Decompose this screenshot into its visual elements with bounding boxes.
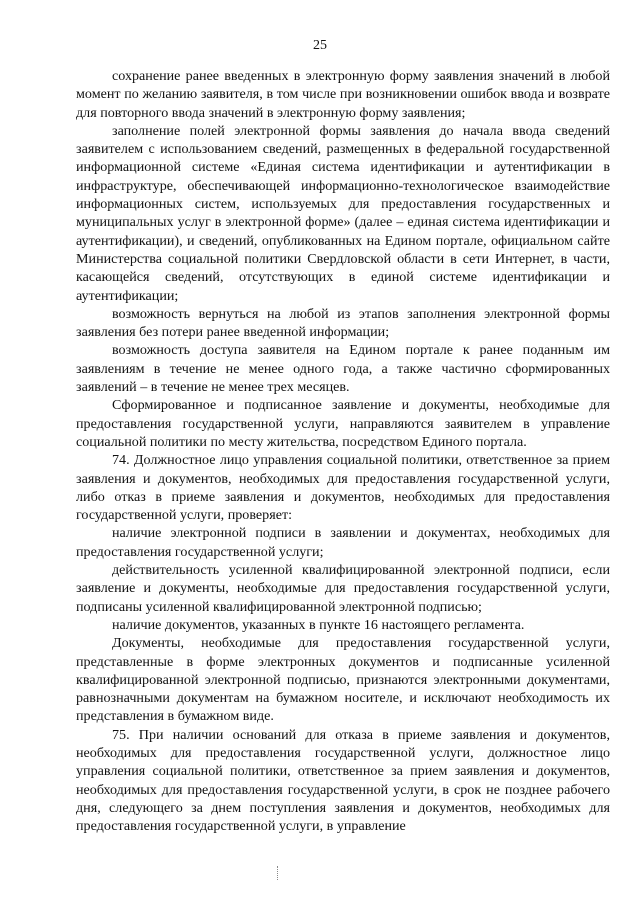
paragraph: 75. При наличии оснований для отказа в приеме заявления и документов, необходимых для предоставления государственной услуги, должностное лицо управления социальной политики, ответственное за прием заявления и документов, необходимых для предоставления государственной услуги, в срок не позднее рабочего дня, следующего за днем поступления заявления и документов, необходимых для предоставления государственной услуги, в управление [76, 726, 610, 835]
paragraph: Сформированное и подписанное заявление и документы, необходимые для предоставления государственной услуги, направляются заявителем в управление социальной политики по месту жительства, посредством Единого портала. [76, 397, 610, 450]
paragraph: наличие электронной подписи в заявлении и документах, необходимых для предоставления государственной услуги; [76, 525, 610, 560]
paragraph: возможность вернуться на любой из этапов заполнения электронной формы заявления без потери ранее введенной информации; [76, 305, 610, 341]
paragraph: наличие документов, указанных в пункте 16 настоящего регламента. [112, 616, 525, 633]
paragraph: действительность усиленной квалифицированной электронной подписи, если заявление и документы, необходимые для предоставления государственной услуги, подписаны усиленной квалифицированной электронной подписью; [76, 562, 610, 615]
document-body [76, 67, 610, 835]
paragraph: заполнение полей электронной формы заявления до начала ввода сведений заявителем с использованием сведений, размещенных в федеральной государственной информационной системе «Единая система идентификации и аутентификации в инфраструктуре, обеспечивающей информационно-технологическое взаимодействие информационных систем, используемых для предоставления государственных и муниципальных услуг в электронной форме» (далее – единая система идентификации и аутентификации), и сведений, опубликованных на Едином портале, официальном сайте Министерства социальной политики Свердловской области в сети Интернет, в части, касающейся сведений, отсутствующих в единой системе идентификации и аутентификации; [76, 122, 610, 304]
page-number: 25 [313, 38, 327, 53]
paragraph: возможность доступа заявителя на Едином портале к ранее поданным им заявлениям в течение не менее одного года, а также частично сформированных заявлений – в течение не менее трех месяцев. [76, 342, 610, 396]
scan-artifact [277, 866, 280, 880]
paragraph: сохранение ранее введенных в электронную форму заявления значений в любой момент по желанию заявителя, в том числе при возникновении ошибок ввода и возврате для повторного ввода значений в электронную форму заявления; [76, 68, 610, 121]
paragraph: Документы, необходимые для предоставления государственной услуги, представленные в форме электронных документов и подписанные усиленной квалифицированной электронной подписью, признаются электронными документами, равнозначными документам на бумажном носителе, и исключают необходимость их представления в бумажном виде. [76, 635, 610, 725]
paragraph: 74. Должностное лицо управления социальной политики, ответственное за прием заявления и документов, необходимых для предоставления государственной услуги, либо отказ в приеме заявления и документов, необходимых для предоставления государственной услуги, проверяет: [76, 452, 610, 524]
